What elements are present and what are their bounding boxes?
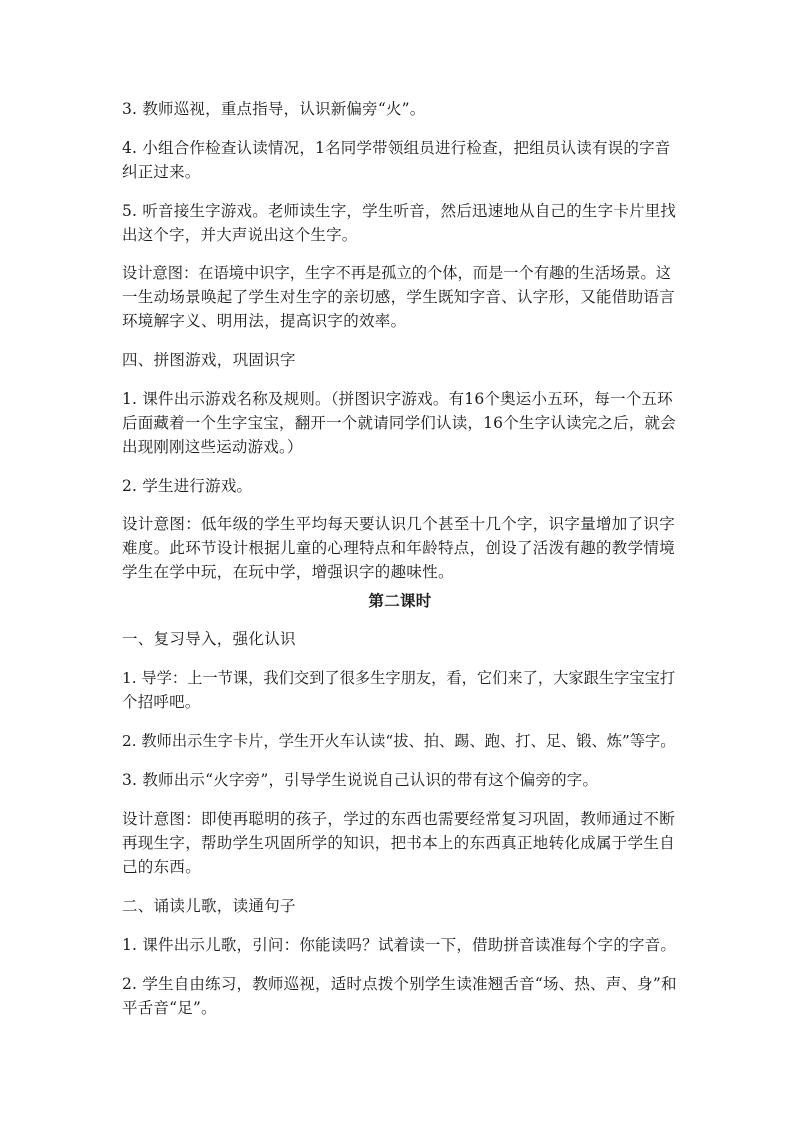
design-intent-paragraph: 难度。此环节设计根据儿童的心理特点和年龄特点，创设了活泼有趣的教学情境 (122, 539, 676, 557)
design-intent-paragraph: 环境解字义、明用法，提高识字的效率。 (122, 312, 407, 330)
design-intent-paragraph: 再现生字，帮助学生巩固所学的知识，把书本上的东西真正地转化成属于学生自 (122, 834, 676, 852)
text-line: 1. 课件出示游戏名称及规则。（拼图识字游戏。有16个奥运小五环，每一个五环 (122, 390, 673, 408)
text-line: 3. 教师巡视，重点指导，认识新偏旁“火”。 (122, 100, 426, 118)
design-intent-paragraph: 己的东西。 (122, 858, 202, 876)
text-line: 平舌音“足”。 (122, 999, 217, 1017)
design-intent-paragraph: 学生在学中玩，在玩中学，增强识字的趣味性。 (122, 563, 454, 581)
design-intent-paragraph: 设计意图：低年级的学生平均每天要认识几个甚至十几个字，识字量增加了识字 (122, 515, 676, 533)
section-heading: 二、诵读儿歌，读通句子 (122, 897, 296, 915)
text-line: 1. 课件出示儿歌，引问：你能读吗？试着读一下，借助拼音读准每个字的字音。 (122, 936, 677, 954)
text-line: 2. 学生自由练习，教师巡视，适时点拨个别学生读准翘舌音“场、热、声、身”和 (122, 975, 677, 993)
lesson-title: 第二课时 (368, 592, 432, 610)
text-line: 1. 导学：上一节课，我们交到了很多生字朋友，看，它们来了，大家跟生字宝宝打 (122, 669, 676, 687)
section-heading: 四、拼图游戏，巩固识字 (122, 351, 296, 369)
text-line: 4. 小组合作检查认读情况，1名同学带领组员进行检查，把组员认读有误的字音 (122, 139, 671, 157)
text-line: 纠正过来。 (122, 163, 201, 181)
design-intent-paragraph: 设计意图：即使再聪明的孩子，学过的东西也需要经常复习巩固，教师通过不断 (122, 810, 676, 828)
text-line: 2. 教师出示生字卡片，学生开火车认读“拔、拍、踢、跑、打、足、锻、炼”等字。 (122, 732, 676, 750)
design-intent-paragraph: 设计意图：在语境中识字，生字不再是孤立的个体，而是一个有趣的生活场景。这 (122, 264, 671, 282)
text-line: 出现刚刚这些运动游戏。） (122, 438, 303, 456)
text-line: 出这个字，并大声说出这个生字。 (122, 226, 358, 244)
text-line: 个招呼吧。 (122, 693, 201, 711)
section-heading: 一、复习导入，强化认识 (122, 630, 296, 648)
design-intent-paragraph: 一生动场景唤起了学生对生字的亲切感，学生既知字音、认字形，又能借助语言 (122, 288, 676, 306)
text-line: 3. 教师出示“火字旁”，引导学生说说自己认识的带有这个偏旁的字。 (122, 771, 599, 789)
text-line: 后面藏着一个生字宝宝，翻开一个就请同学们认读，16个生字认读完之后，就会 (122, 414, 676, 432)
text-line: 5. 听音接生字游戏。老师读生字，学生听音，然后迅速地从自己的生字卡片里找 (122, 202, 677, 220)
text-line: 2. 学生进行游戏。 (122, 477, 253, 495)
